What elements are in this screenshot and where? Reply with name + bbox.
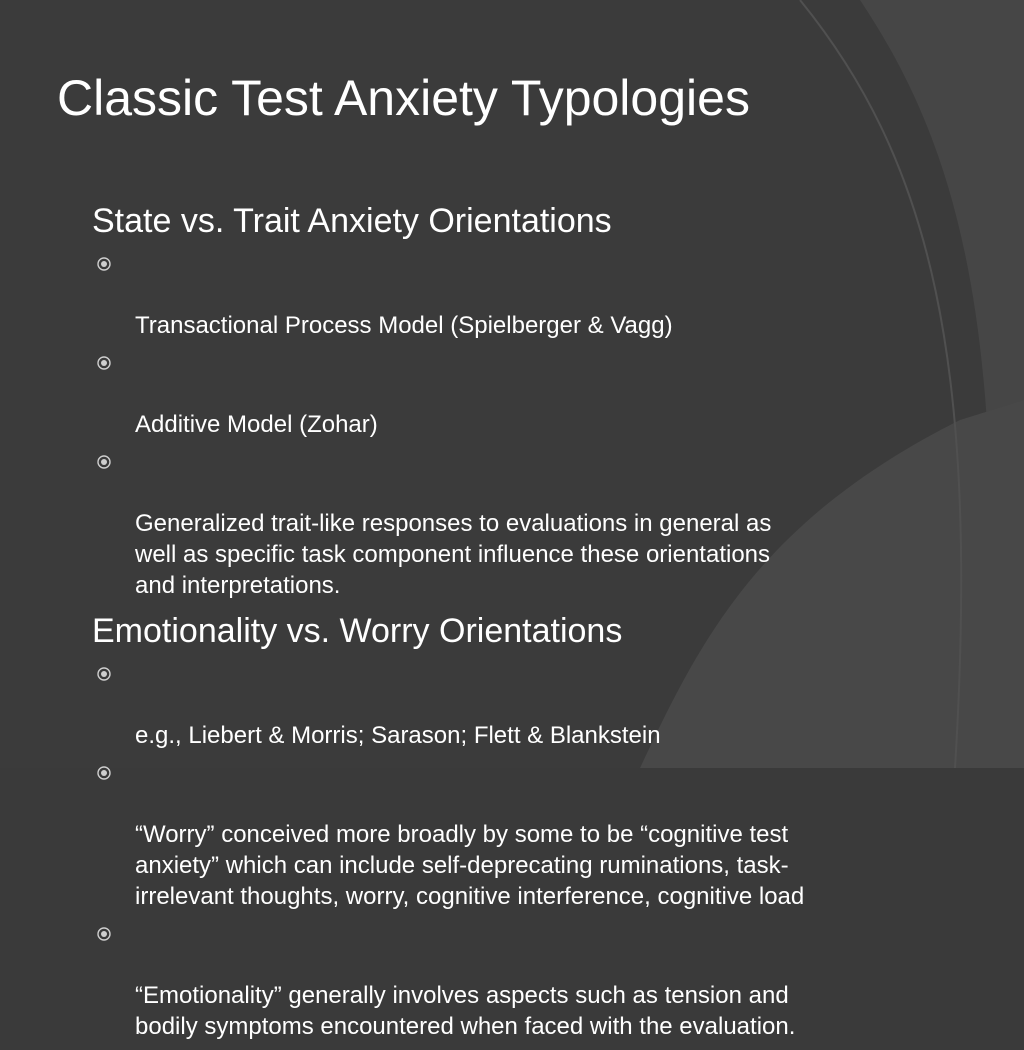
target-bullet-icon [97, 766, 111, 780]
bullet-item [92, 757, 942, 912]
target-bullet-icon [97, 455, 111, 469]
target-bullet-icon [97, 356, 111, 370]
bullet-item [92, 918, 942, 1042]
slide-content [92, 199, 942, 1050]
bullet-text: “Emotionality” generally involves aspects such as tension and bodily symptoms encountered when faced with the evaluation. [135, 982, 796, 1040]
target-bullet-icon [97, 667, 111, 681]
bullet-list-emotionality-worry [92, 658, 942, 1042]
bullet-text: Generalized trait-like responses to evaluations in general as well as specific task component influence these orientations and interpretations. [135, 510, 772, 599]
target-bullet-icon [97, 257, 111, 271]
bullet-item [92, 248, 942, 341]
section-heading-emotionality-worry: Emotionality vs. Worry Orientations [92, 612, 623, 650]
target-bullet-icon [97, 927, 111, 941]
bullet-text: Transactional Process Model (Spielberger & Vagg) [135, 312, 673, 339]
bullet-item [92, 446, 942, 601]
bullet-item [92, 347, 942, 440]
bullet-text: Additive Model (Zohar) [135, 411, 378, 438]
bullet-list-state-trait [92, 248, 942, 601]
bullet-text: e.g., Liebert & Morris; Sarason; Flett & Blankstein [135, 722, 661, 749]
bullet-text: “Worry” conceived more broadly by some to be “cognitive test anxiety” which can include self-deprecating ruminations, task- irrelevant thoughts, worry, cognitive interference, cognitive load [135, 821, 805, 910]
slide-title: Classic Test Anxiety Typologies [57, 70, 750, 126]
bullet-item [92, 658, 942, 751]
section-heading-state-trait: State vs. Trait Anxiety Orientations [92, 202, 612, 240]
